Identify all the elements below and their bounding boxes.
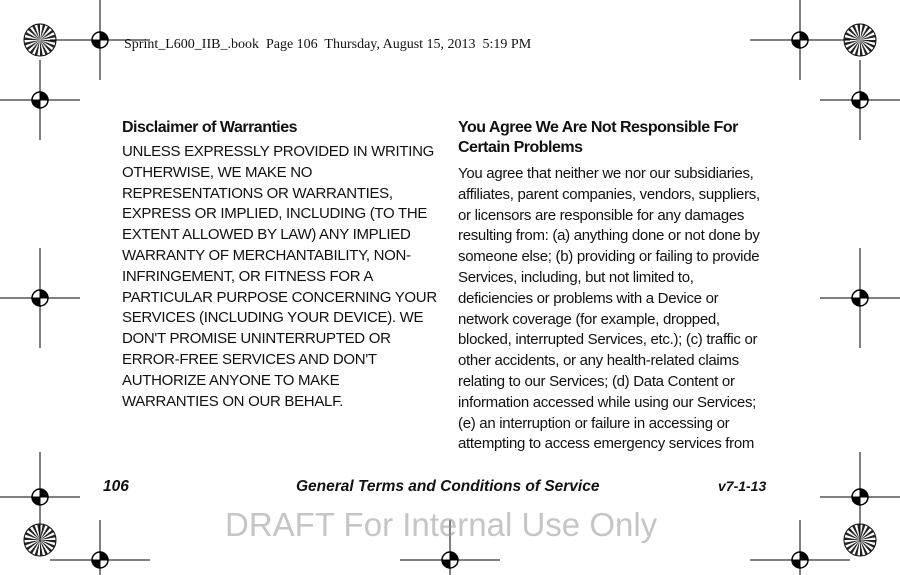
body-line: someone else; (b) providing or failing to provide — [458, 248, 760, 266]
responsibility-heading — [458, 118, 778, 158]
crosshair-mark-icon — [820, 60, 900, 140]
body-line: (e) an interruption or failure in accessing or — [458, 414, 730, 432]
body-line: information accessed while using our Services; — [458, 393, 757, 411]
body-line: deficiencies or problems with a Device or — [458, 289, 719, 307]
body-line: blocked, interrupted Services, etc.); (c) traffic or — [458, 331, 758, 349]
body-line: Services, including, but not limited to, — [458, 268, 694, 286]
footer-version: v7-1-13 — [718, 478, 767, 494]
crosshair-mark-icon — [0, 452, 80, 542]
crosshair-mark-icon — [750, 0, 850, 80]
body-line: affiliates, parent companies, vendors, suppliers, — [458, 185, 760, 203]
body-line: DON'T PROMISE UNINTERRUPTED OR — [122, 330, 391, 348]
draft-watermark: DRAFT For Internal Use Only — [225, 506, 658, 543]
body-line: AUTHORIZE ANYONE TO MAKE — [122, 371, 340, 389]
body-line: UNLESS EXPRESSLY PROVIDED IN WRITING — [122, 143, 435, 160]
heading-line: You Agree We Are Not Responsible For — [458, 119, 738, 136]
disclaimer-heading: Disclaimer of Warranties — [122, 119, 298, 136]
body-line: ERROR-FREE SERVICES AND DON'T — [122, 350, 377, 368]
crosshair-mark-icon — [820, 248, 900, 348]
body-line: WARRANTIES ON OUR BEHALF. — [122, 392, 344, 410]
crosshair-mark-icon — [820, 452, 900, 542]
body-line: resulting from: (a) anything done or not done by — [458, 227, 760, 245]
crosshair-mark-icon — [0, 60, 80, 140]
body-line: other accidents, or any health-related claims — [458, 352, 739, 370]
footer-title: General Terms and Conditions of Service — [296, 478, 600, 495]
disclaimer-section — [122, 118, 442, 412]
responsibility-section — [458, 118, 778, 455]
body-line: OTHERWISE, WE MAKE NO — [122, 163, 313, 181]
body-line: attempting to access emergency services from — [458, 435, 755, 453]
body-line: WARRANTY OF MERCHANTABILITY, NON- — [122, 246, 411, 264]
crosshair-mark-icon — [750, 520, 850, 575]
crosshair-mark-icon — [50, 520, 150, 575]
crosshair-mark-icon — [0, 248, 80, 348]
body-line: relating to our Services; (d) Data Content or — [458, 372, 735, 390]
body-line: EXTENT ALLOWED BY LAW) ANY IMPLIED — [122, 226, 411, 244]
page-number: 106 — [103, 478, 129, 495]
body-line: EXPRESS OR IMPLIED, INCLUDING (TO THE — [122, 205, 428, 223]
disclaimer-body — [122, 142, 442, 412]
body-line: SERVICES (INCLUDING YOUR DEVICE). WE — [122, 309, 424, 327]
body-line: PARTICULAR PURPOSE CONCERNING YOUR — [122, 288, 437, 306]
book-slug-line: Sprint_L600_IIB_.book Page 106 Thursday, August 15, 2013 5:19 PM — [124, 37, 532, 52]
body-line: INFRINGEMENT, OR FITNESS FOR A — [122, 267, 374, 285]
body-line: You agree that neither we nor our subsidiaries, — [458, 165, 754, 182]
heading-line: Certain Problems — [458, 139, 583, 156]
body-line: network coverage (for example, dropped, — [458, 310, 720, 328]
responsibility-body — [458, 164, 778, 455]
body-line: REPRESENTATIONS OR WARRANTIES, — [122, 184, 393, 202]
body-line: or licensors are responsible for any damages — [458, 206, 745, 224]
